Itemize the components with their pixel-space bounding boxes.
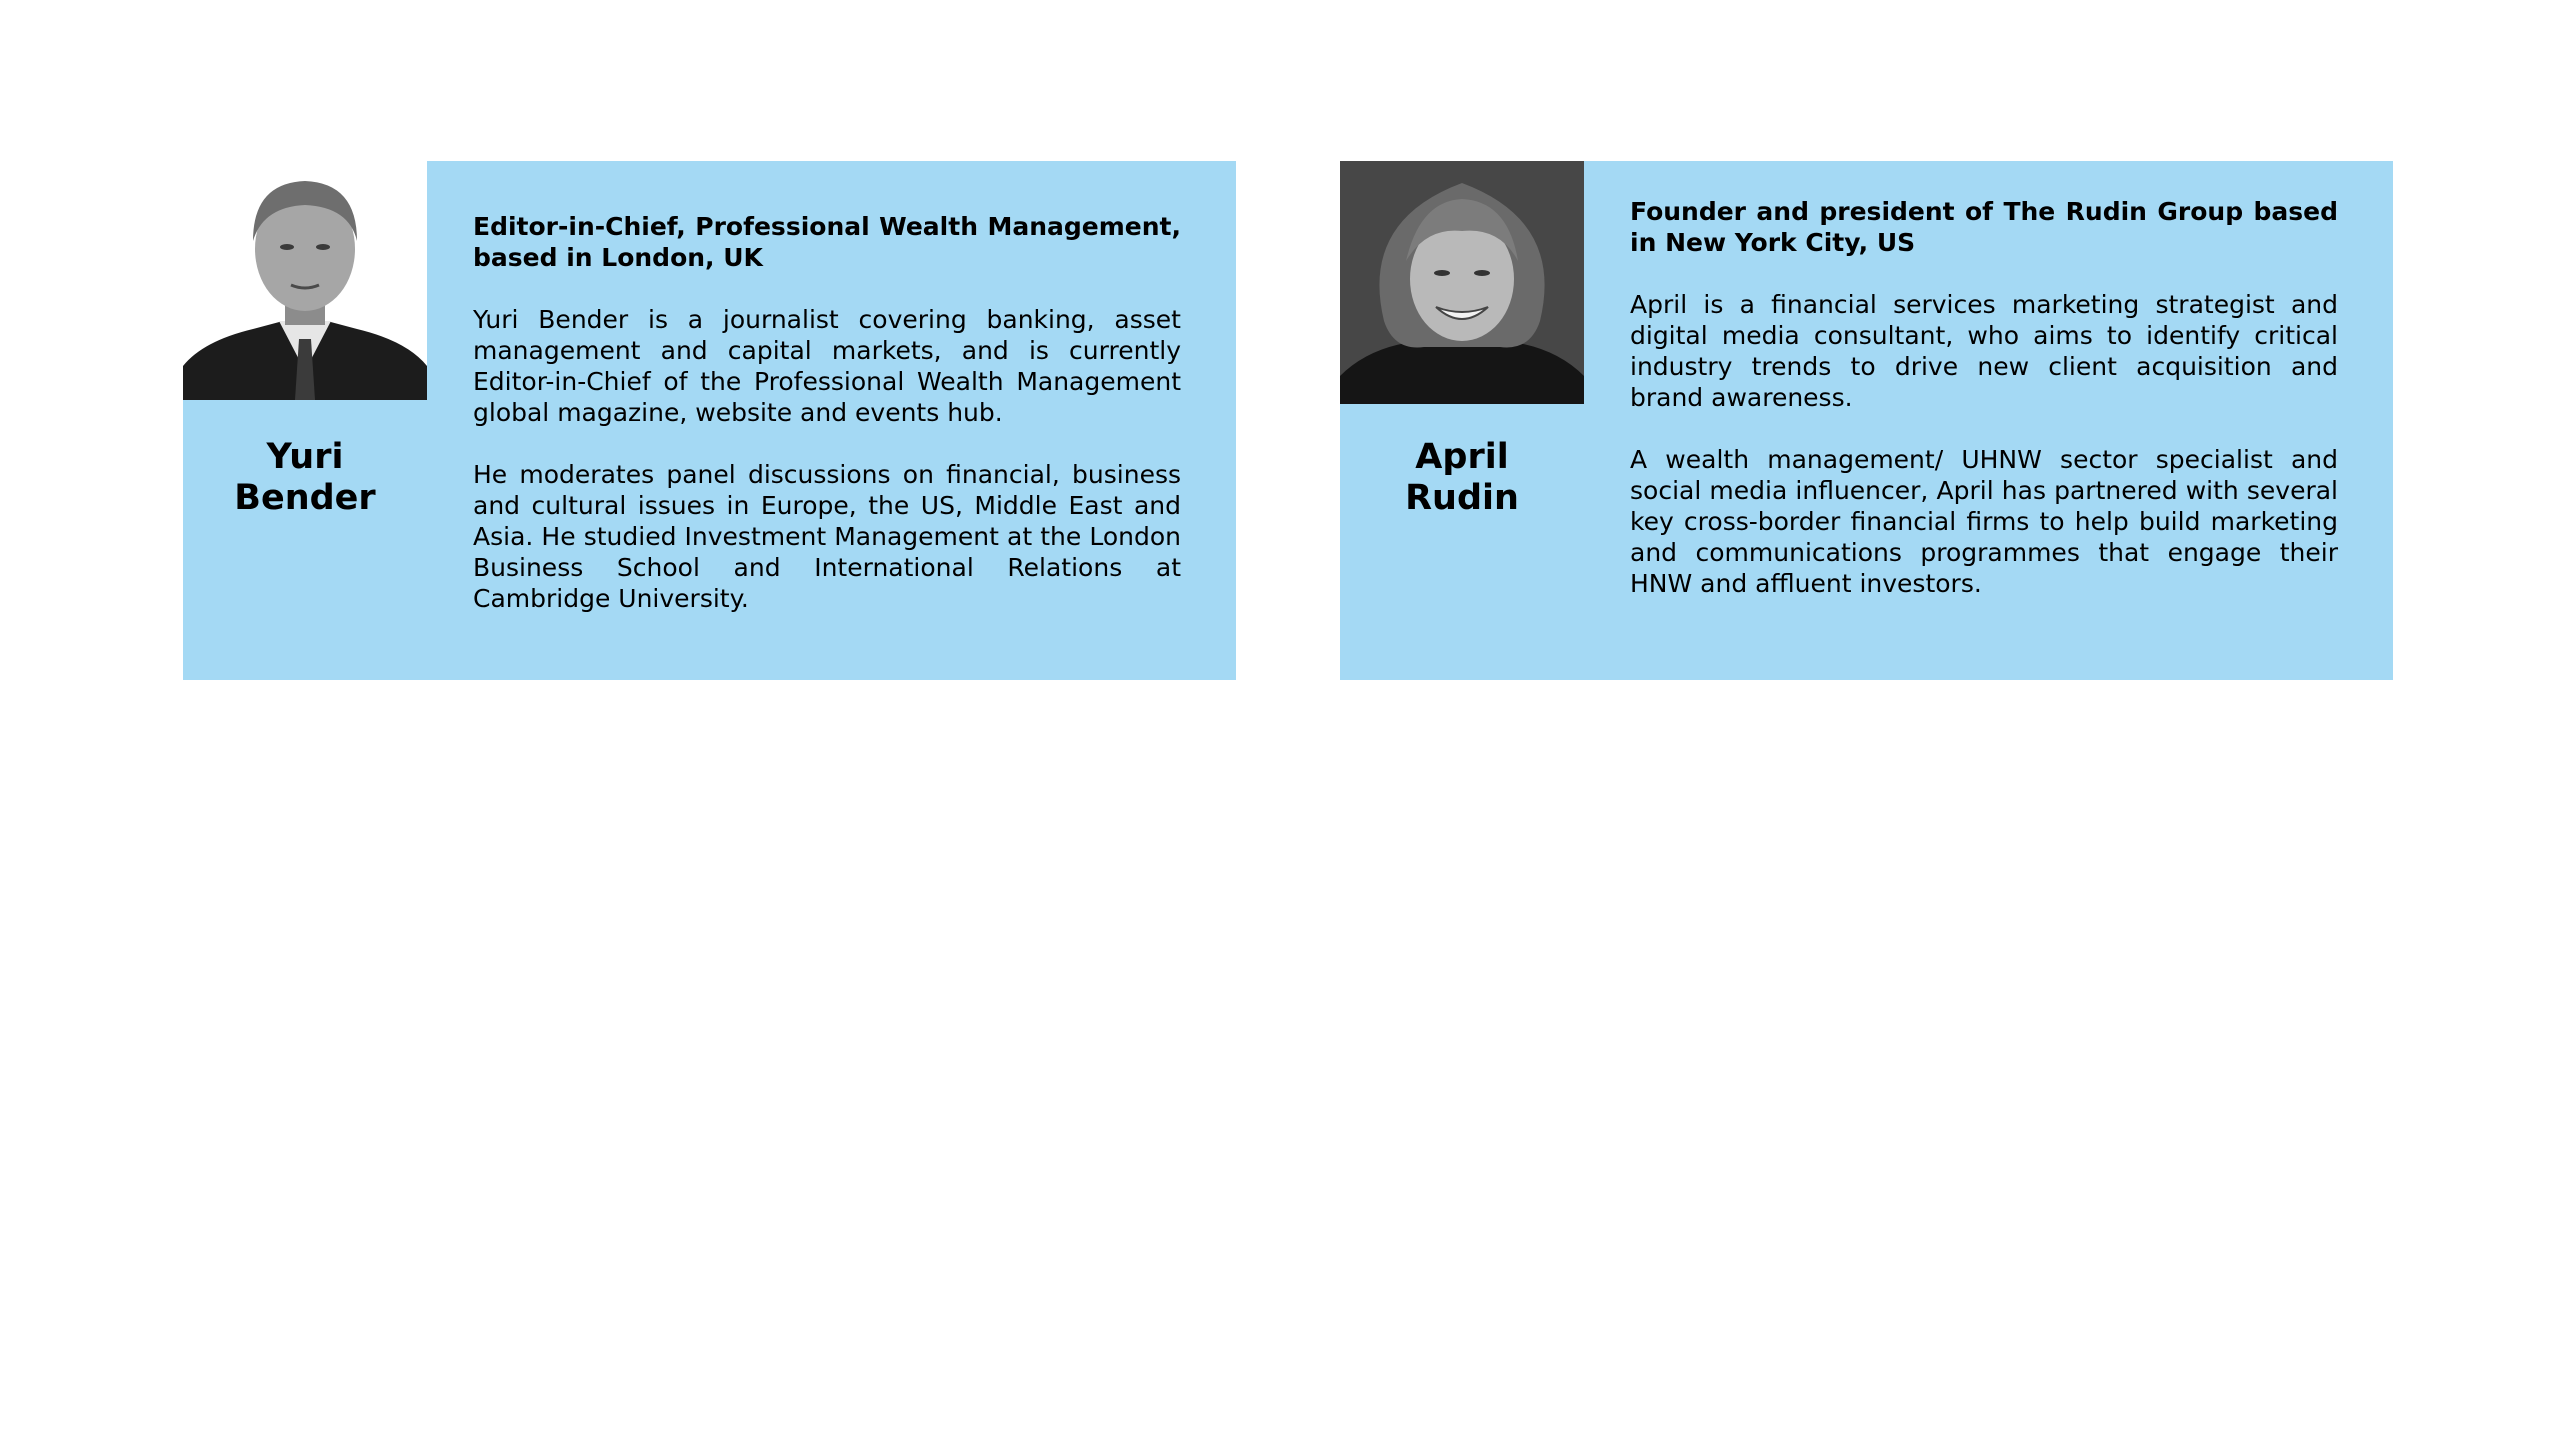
speaker-headline: Editor-in-Chief, Professional Wealth Management, based in London, UK [473,212,1181,272]
speaker-photo [183,161,427,400]
speaker-card-yuri-bender [183,161,1236,680]
bio-paragraph: He moderates panel discussions on financial, business and cultural issues in Europe, the US, Middle East and Asia. He studied Investment Management at the London Business School and International Relations at Cambridge University. [473,460,1181,613]
speaker-first-name: Yuri [266,437,344,477]
bio-paragraph: April is a financial services marketing strategist and digital media consultant, who aims to identify critical industry trends to drive new client acquisition and brand awareness. [1630,290,2338,412]
speaker-name [1340,437,1584,519]
speaker-photo [1340,161,1584,404]
portrait-photo-man-icon [183,161,427,400]
bio-paragraph: Yuri Bender is a journalist covering banking, asset management and capital markets, and is currently Editor-in-Chief of the Professional Wealth Management global magazine, website and events hub. [473,305,1181,427]
bio-paragraph: A wealth management/ UHNW sector specialist and social media influencer, April has partnered with several key cross-border financial firms to help build marketing and communications programmes that engage their HNW and affluent investors. [1630,445,2338,598]
speaker-last-name: Bender [234,478,376,518]
speaker-name [183,437,427,519]
speaker-last-name: Rudin [1405,478,1519,518]
portrait-photo-woman-icon [1340,161,1584,404]
speaker-bio [1630,196,2338,599]
speaker-bio [473,211,1181,614]
speaker-card-april-rudin [1340,161,2393,680]
speaker-headline: Founder and president of The Rudin Group based in New York City, US [1630,197,2338,257]
speaker-first-name: April [1415,437,1509,477]
